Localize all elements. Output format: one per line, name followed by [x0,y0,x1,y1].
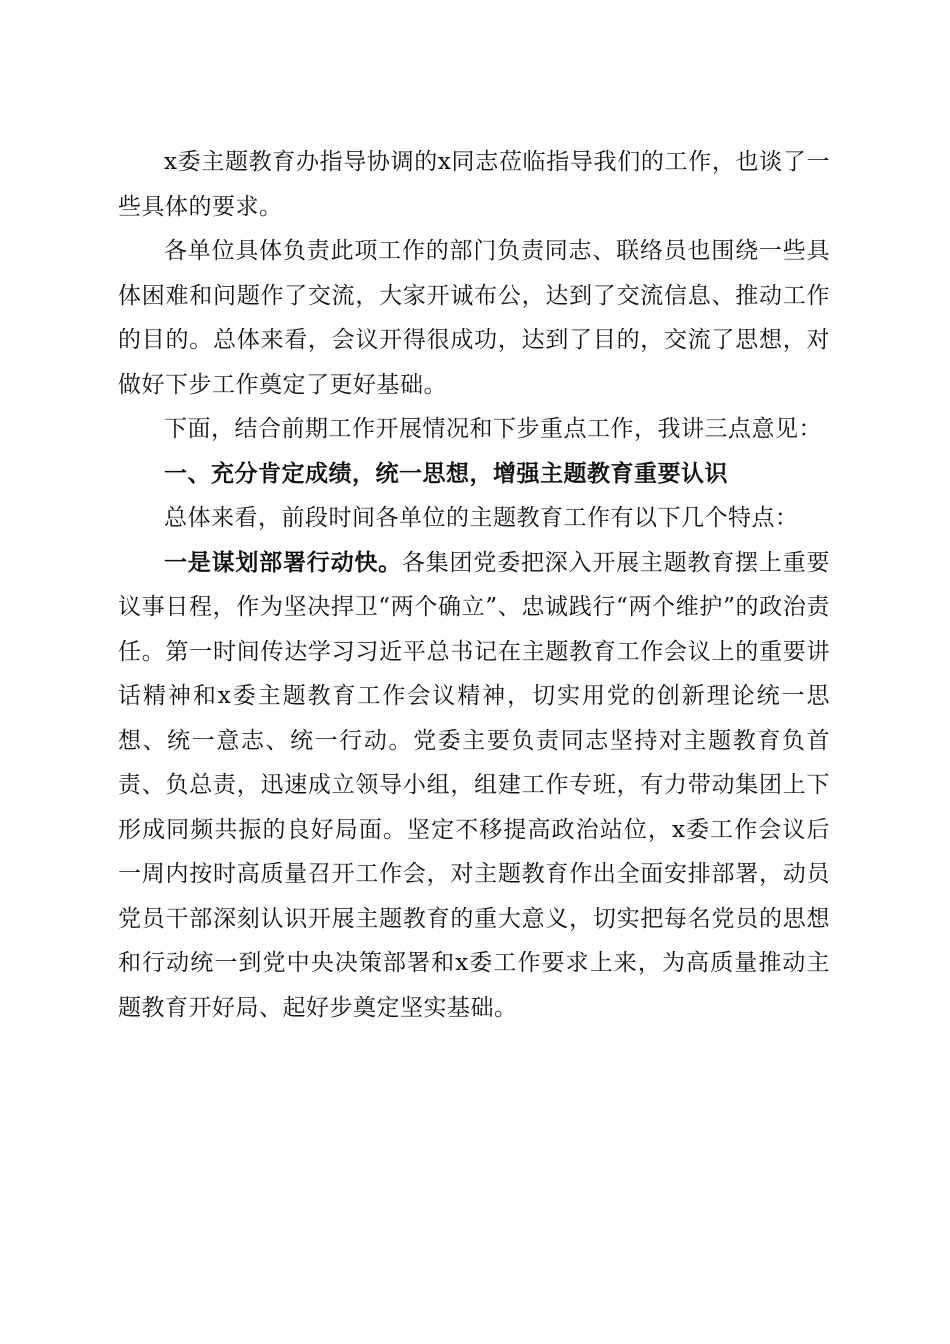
point-one-body: 各集团党委把深入开展主题教育摆上重要议事日程，作为坚决捍卫“两个确立”、忠诚践行“两个维护”的政治责任。第一时间传达学习习近平总书记在主题教育工作会议上的重要讲话精神和x委主题教育工作会议精神，切实用党的创新理论统一思想、统一意志、统一行动。党委主要负责同志坚持对主题教育负首责、负总责，迅速成立领导小组，组建工作专班，有力带动集团上下形成同频共振的良好局面。坚定不移提高政治站位，x委工作会议后一周内按时高质量召开工作会，对主题教育作出全面安排部署，动员党员干部深刻认识开展主题教育的重大意义，切实把每名党员的思想和行动统一到党中央决策部署和x委工作要求上来，为高质量推动主题教育开好局、起好步奠定坚实基础。 [118,549,831,1021]
paragraph-point-one [118,541,830,1031]
paragraph-exchange: 各单位具体负责此项工作的部门负责同志、联络员也围绕一些具体困难和问题作了交流，大家开诚布公，达到了交流信息、推动工作的目的。总体来看，会议开得很成功，达到了目的，交流了思想，对做好下步工作奠定了更好基础。 [118,238,830,398]
paragraph-transition: 下面，结合前期工作开展情况和下步重点工作，我讲三点意见： [164,416,822,442]
paragraph-intro: 总体来看，前段时间各单位的主题教育工作有以下几个特点： [164,505,799,531]
point-one-lead: 一是谋划部署行动快。 [164,549,402,576]
section-heading: 一、充分肯定成绩，统一思想，增强主题教育重要认识 [164,460,728,487]
document-page [118,140,830,1030]
paragraph-opening: x委主题教育办指导协调的x同志莅临指导我们的工作，也谈了一些具体的要求。 [118,149,830,220]
